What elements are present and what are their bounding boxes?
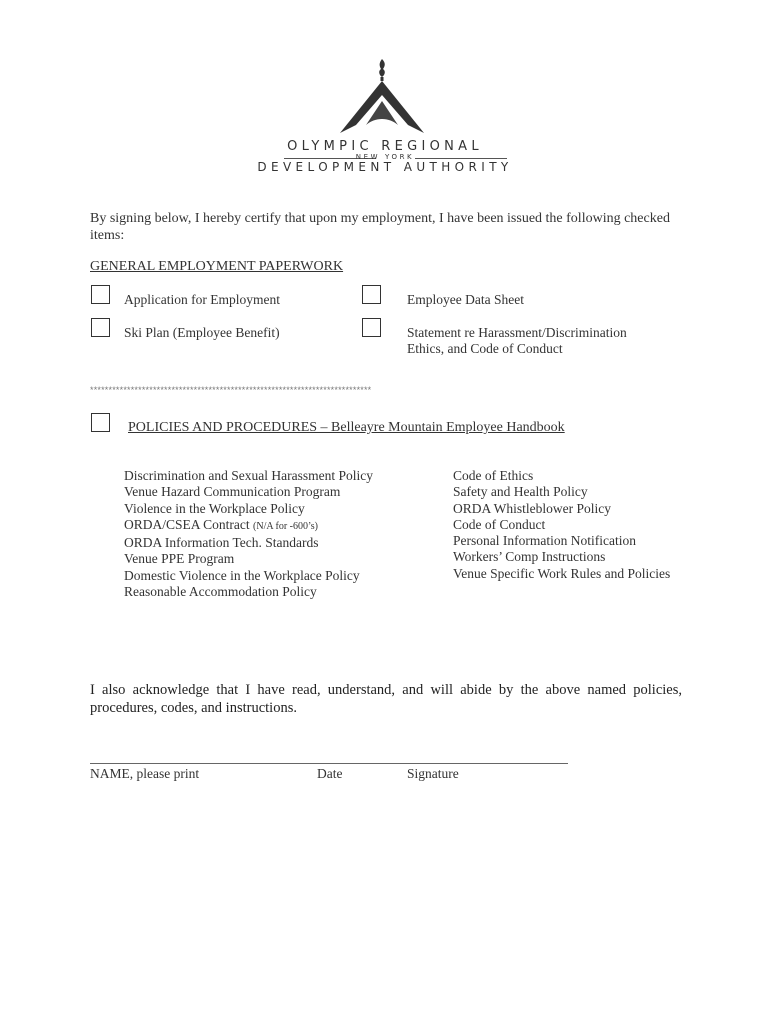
org-name-line3: DEVELOPMENT AUTHORITY [257, 160, 513, 174]
label-data-sheet: Employee Data Sheet [407, 292, 524, 307]
policy-item: Venue PPE Program [124, 551, 235, 567]
label-ski-plan: Ski Plan (Employee Benefit) [124, 325, 280, 340]
policies-right-list [453, 468, 670, 582]
label-harassment-statement: Statement re Harassment/Discrimination [407, 325, 627, 340]
separator-stars: **************************************************************************** [90, 385, 372, 395]
general-paperwork-title: GENERAL EMPLOYMENT PAPERWORK [90, 259, 344, 274]
checkbox-application[interactable] [91, 285, 110, 304]
policy-item: Workers’ Comp Instructions [453, 549, 606, 565]
name-label: NAME, please print [90, 766, 200, 781]
policy-item: Domestic Violence in the Workplace Policy [124, 567, 360, 583]
checkbox-data-sheet[interactable] [362, 285, 381, 304]
acknowledgement-text: I also acknowledge that I have read, understand, and will abide by the above named policies, procedures, codes, and instructions. [90, 682, 682, 716]
policy-item: Venue Specific Work Rules and Policies [453, 565, 671, 581]
label-harassment-statement-line2: Ethics, and Code of Conduct [407, 341, 563, 356]
policy-item: Personal Information Notification [453, 533, 636, 549]
orda-logo [320, 55, 450, 140]
checkbox-harassment-statement[interactable] [362, 318, 381, 337]
policy-item: Venue Hazard Communication Program [124, 484, 341, 500]
policies-title: POLICIES AND PROCEDURES – Belleayre Mountain Employee Handbook [128, 420, 565, 435]
intro-text: By signing below, I hereby certify that upon my employment, I have been issued the following checked items: [90, 211, 670, 243]
label-application: Application for Employment [124, 292, 280, 307]
policies-left-list [124, 468, 373, 600]
org-name-line2: NEW YORK [355, 153, 415, 161]
policy-item: ORDA Information Tech. Standards [124, 535, 319, 551]
policy-item: Code of Conduct [453, 516, 546, 532]
date-label: Date [317, 766, 343, 781]
signature-line[interactable] [90, 763, 568, 764]
policy-item: ORDA/CSEA Contract [124, 516, 250, 532]
checkbox-ski-plan[interactable] [91, 318, 110, 337]
policy-item: Code of Ethics [453, 468, 534, 483]
policy-item-row [124, 517, 373, 535]
policy-item: Discrimination and Sexual Harassment Policy [124, 468, 373, 483]
policy-note: (N/A for -600’s) [253, 520, 319, 532]
policy-item: ORDA Whistleblower Policy [453, 500, 611, 516]
org-name-line1: OLYMPIC REGIONAL [287, 139, 483, 154]
policy-item: Safety and Health Policy [453, 484, 588, 500]
checkbox-policies[interactable] [91, 413, 110, 432]
signature-label: Signature [407, 766, 459, 781]
org-rule-right [415, 158, 507, 159]
policy-item: Violence in the Workplace Policy [124, 500, 305, 516]
policy-item: Reasonable Accommodation Policy [124, 584, 317, 600]
